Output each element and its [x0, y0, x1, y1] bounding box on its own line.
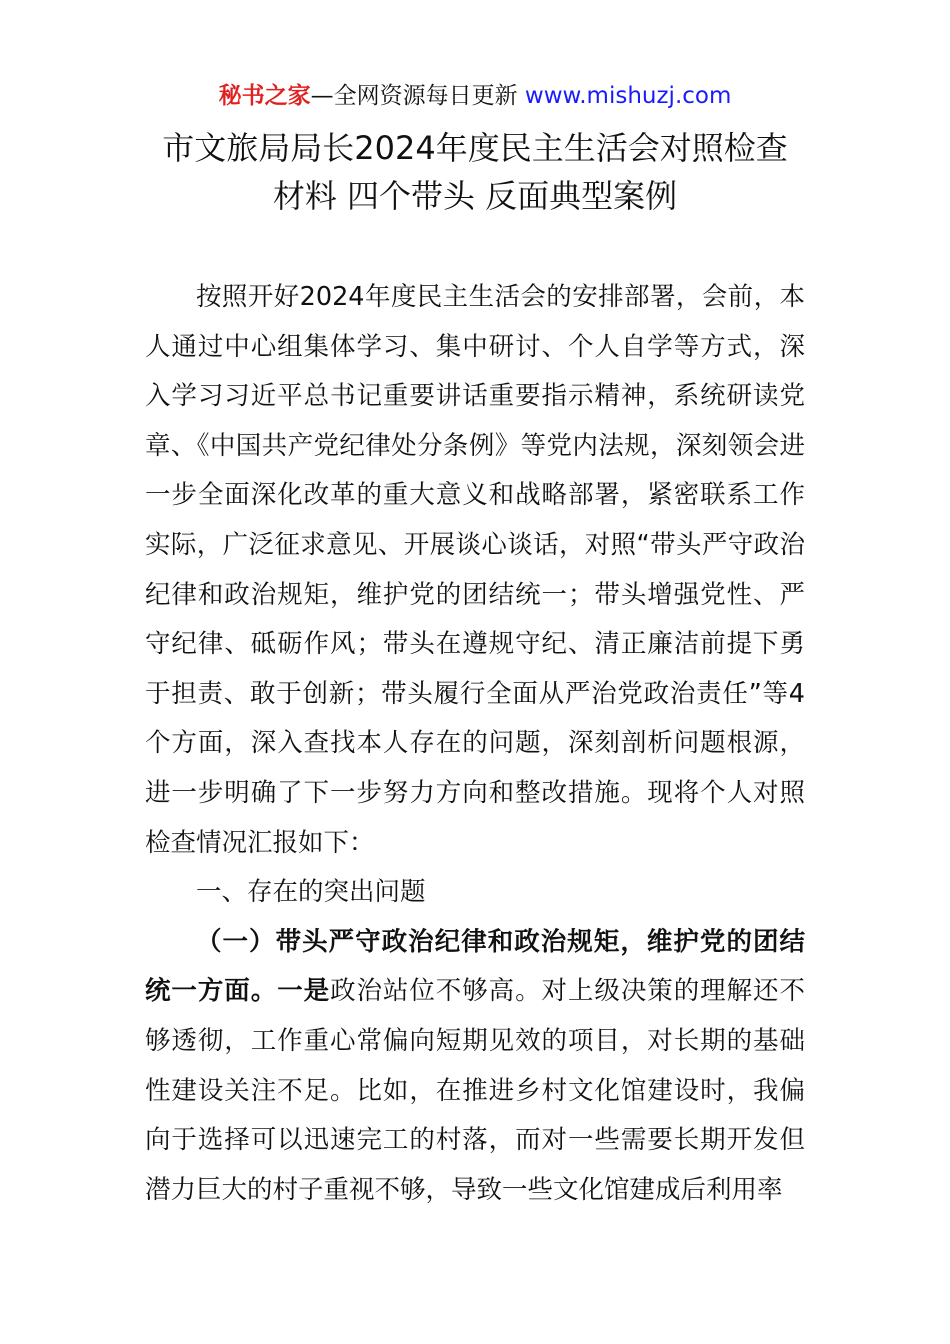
- subsection-paragraph: [145, 918, 805, 1216]
- banner-brand: 秘书之家: [218, 83, 311, 109]
- section-heading: 一、存在的突出问题: [196, 877, 426, 908]
- subsection-heading: （一）带头严守政治纪律和政治规矩，维护党的团结统一方面。: [145, 926, 805, 1007]
- site-banner: [0, 80, 950, 112]
- point-text: 政治站位不够高。对上级决策的理解还不够透彻，工作重心常偏向短期见效的项目，对长期的基础性建设关注不足。比如，在推进乡村文化馆建设时，我偏向于选择可以迅速完工的村落，而对一些需要长期开发但潜力巨大的村子重视不够，导致一些文化馆建成后利用率: [145, 976, 805, 1205]
- banner-tagline: —全网资源每日更新: [310, 83, 525, 109]
- document-title-line1: 市文旅局局长2024年度民主生活会对照检查: [162, 129, 788, 167]
- document-title-line2: 材料 四个带头 反面典型案例: [272, 177, 678, 215]
- banner-url[interactable]: www.mishuzj.com: [524, 83, 732, 109]
- point-label: 一是: [277, 976, 331, 1007]
- document-body: [145, 273, 805, 1215]
- intro-paragraph: 按照开好2024年度民主生活会的安排部署，会前，本人通过中心组集体学习、集中研讨、个人自学等方式，深入学习习近平总书记重要讲话重要指示精神，系统研读党章、《中国共产党纪律处分条例》等党内法规，深刻领会进一步全面深化改革的重大意义和战略部署，紧密联系工作实际，广泛征求意见、开展谈心谈话，对照“带头严守政治纪律和政治规矩，维护党的团结统一；带头增强党性、严守纪律、砥砺作风；带头在遵规守纪、清正廉洁前提下勇于担责、敢于创新；带头履行全面从严治党政治责任”等4个方面，深入查找本人存在的问题，深刻剖析问题根源，进一步明确了下一步努力方向和整改措施。现将个人对照检查情况汇报如下：: [145, 282, 805, 858]
